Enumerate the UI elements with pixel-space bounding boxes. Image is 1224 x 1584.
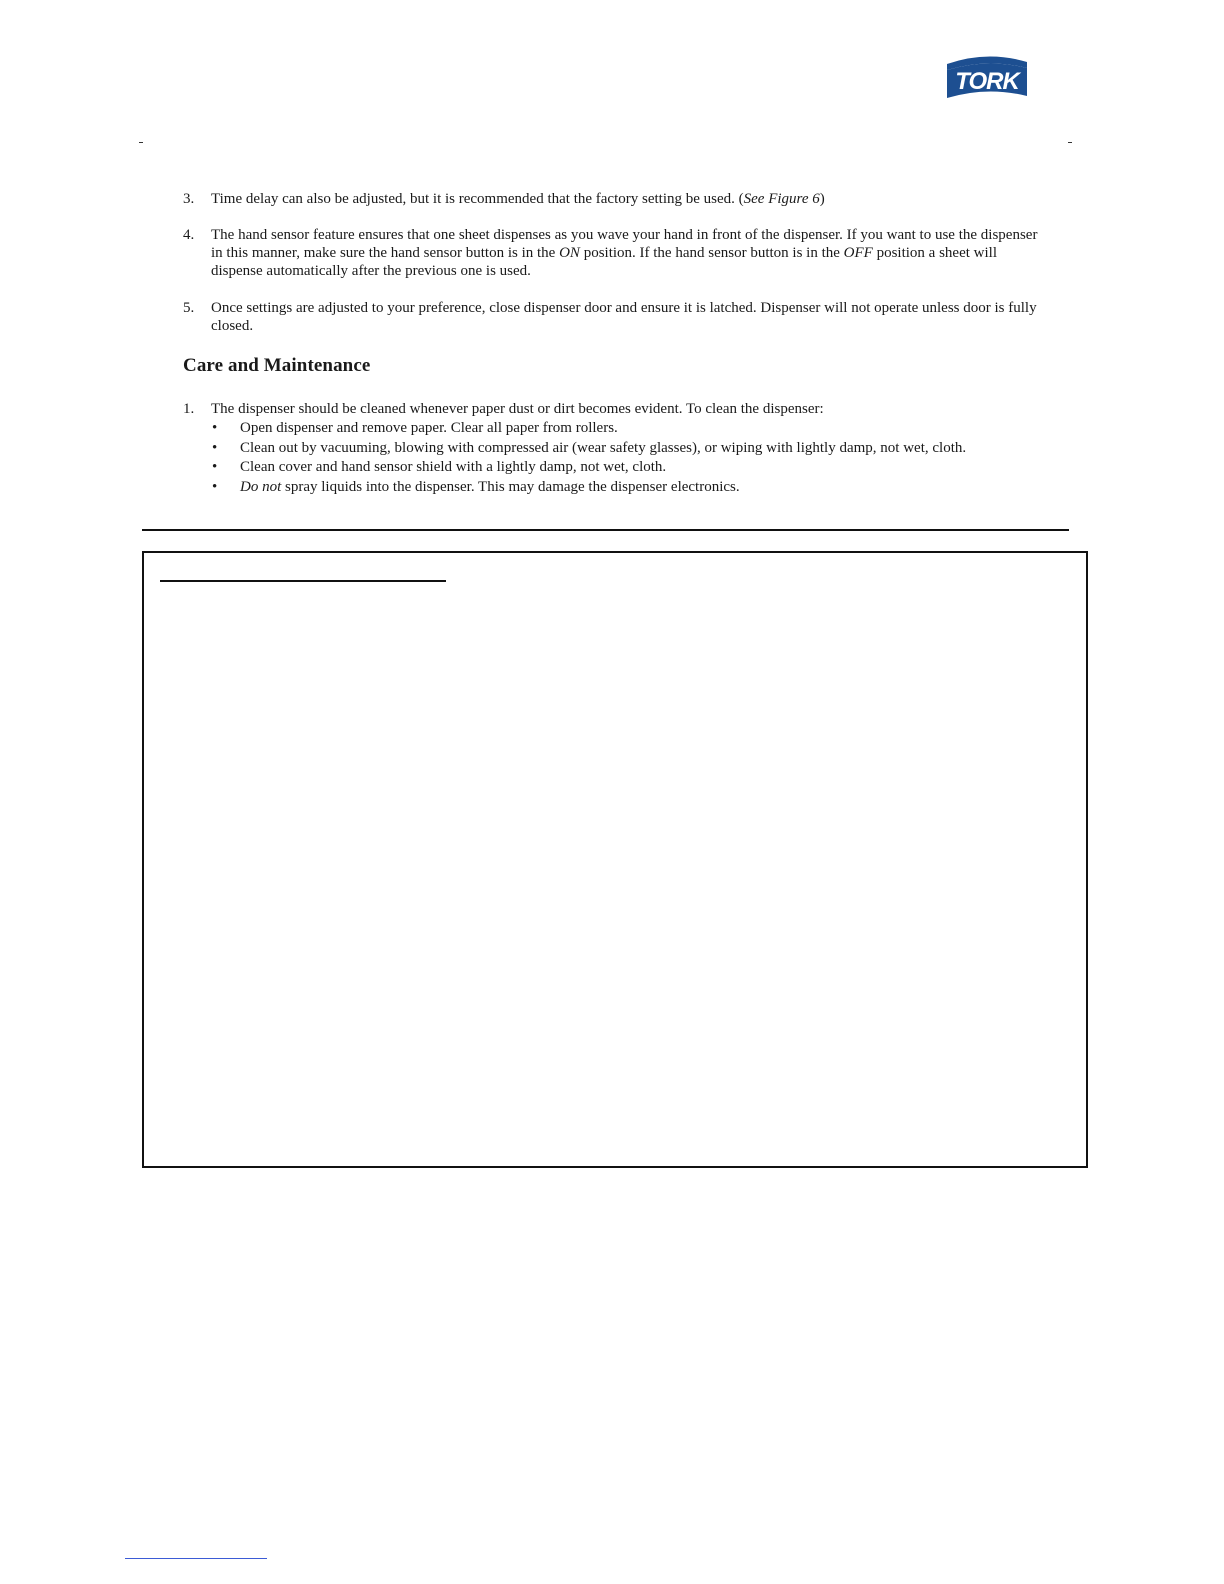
care-heading: Care and Maintenance <box>183 355 371 376</box>
list-item: • Open dispenser and remove paper. Clear all paper from rollers. <box>211 419 1043 439</box>
on-label: ON <box>559 245 580 261</box>
step-4 <box>183 226 1043 280</box>
section-divider <box>142 529 1069 531</box>
step-text: Time delay can also be adjusted, but it is recommended that the factory setting be used. (See Figure 6) <box>211 191 825 207</box>
tork-logo <box>943 52 1031 98</box>
step-text: The dispenser should be cleaned whenever paper dust or dirt becomes evident. To clean the dispenser: <box>211 401 824 417</box>
step-text: Once settings are adjusted to your preference, close dispenser door and ensure it is latched. Dispenser will not operate unless door is fully closed. <box>211 300 1037 334</box>
step-text: The hand sensor feature ensures that one sheet dispenses as you wave your hand in front of the dispenser. If you want to use the dispenser in this manner, make sure the hand sensor button is in the ON position. If the hand sensor button is in the OFF position a sheet will dispense automatically after the previous one is used. <box>211 227 1038 279</box>
list-item: • Do not spray liquids into the dispenser. This may damage the dispenser electronics. <box>211 478 1043 498</box>
logo-text: TORK <box>955 68 1019 95</box>
header-mark-left <box>139 142 143 143</box>
cleaning-list <box>211 419 1043 497</box>
list-item: • Clean out by vacuuming, blowing with compressed air (wear safety glasses), or wiping with lightly damp, not wet, cloth. <box>211 439 1043 459</box>
step-3 <box>183 190 1043 208</box>
empty-bordered-box <box>142 551 1088 1168</box>
step-5 <box>183 299 1043 335</box>
footer-link-underline <box>125 1558 267 1559</box>
figure-reference: See Figure 6 <box>743 191 820 207</box>
header-mark-right <box>1068 142 1072 143</box>
bullet-icon: • <box>212 439 218 456</box>
step-number: 3. <box>183 191 195 207</box>
step-number: 1. <box>183 401 195 417</box>
care-step-1 <box>183 400 1043 497</box>
box-title-underline <box>160 580 446 582</box>
step-number: 4. <box>183 227 195 243</box>
list-item: • Clean cover and hand sensor shield with a lightly damp, not wet, cloth. <box>211 458 1043 478</box>
bullet-icon: • <box>212 478 218 495</box>
bullet-icon: • <box>212 459 218 475</box>
bullet-icon: • <box>212 420 218 436</box>
step-number: 5. <box>183 300 195 316</box>
do-not-emphasis: Do not <box>240 478 282 495</box>
off-label: OFF <box>843 245 873 261</box>
